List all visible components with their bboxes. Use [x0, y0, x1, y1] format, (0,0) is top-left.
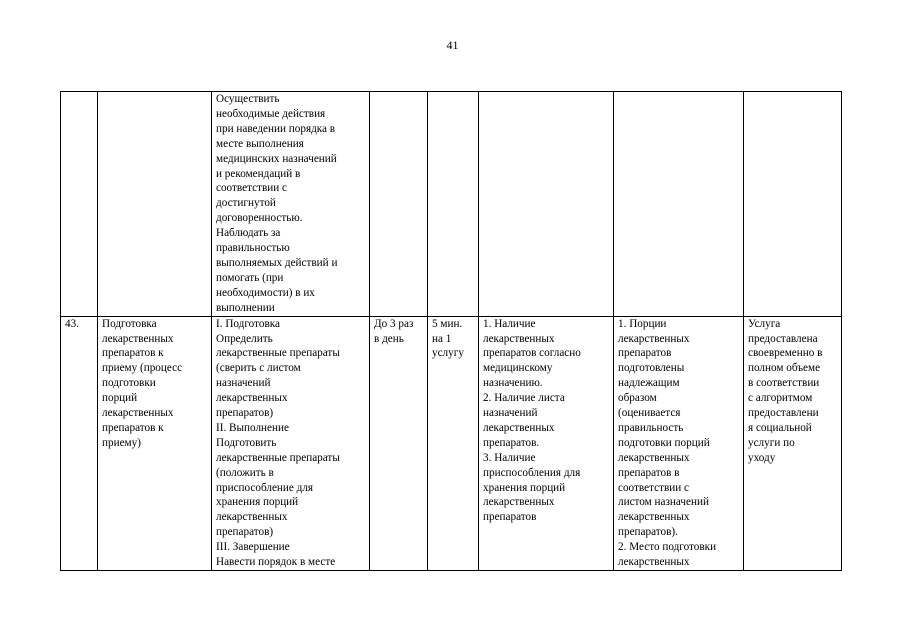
- table-row: [61, 92, 842, 317]
- indicators-cell: [614, 92, 744, 317]
- services-table: [60, 91, 842, 571]
- service-name-cell: Подготовка лекарственных препаратов к приему (процесс подготовки порций лекарственных препаратов к приему): [98, 316, 212, 570]
- conditions-cell: 1. Наличие лекарственных препаратов согласно медицинскому назначению. 2. Наличие листа назначений лекарственных препаратов. 3. Наличие приспособления для хранения порций лекарственных препаратов: [479, 316, 614, 570]
- result-cell: Услуга предоставлена своевременно в полном объеме в соответствии с алгоритмом предоставлени я социальной услуги по уходу: [744, 316, 842, 570]
- table-row: [61, 316, 842, 570]
- frequency-cell: [370, 92, 428, 317]
- service-name-cell: [98, 92, 212, 317]
- procedure-cell: I. Подготовка Определить лекарственные препараты (сверить с листом назначений лекарственных препаратов) II. Выполнение Подготовить лекарственные препараты (положить в приспособление для хранения порций лекарственных препаратов) III. Завершение Навести порядок в месте: [212, 316, 370, 570]
- duration-cell: [428, 92, 479, 317]
- procedure-cell: Осуществить необходимые действия при наведении порядка в месте выполнения медицинских назначений и рекомендаций в соответствии с достигнутой договоренностью. Наблюдать за правильностью выполняемых действий и помогать (при необходимости) в их выполнении: [212, 92, 370, 317]
- page-number: 41: [446, 38, 459, 52]
- row-number-cell: [61, 92, 98, 317]
- conditions-cell: [479, 92, 614, 317]
- duration-cell: 5 мин. на 1 услугу: [428, 316, 479, 570]
- result-cell: [744, 92, 842, 317]
- indicators-cell: 1. Порции лекарственных препаратов подготовлены надлежащим образом (оценивается правильность подготовки порций лекарственных препаратов в соответствии с листом назначений лекарственных препаратов). 2. Место подготовки лекарственных: [614, 316, 744, 570]
- row-number-cell: 43.: [61, 316, 98, 570]
- frequency-cell: До 3 раз в день: [370, 316, 428, 570]
